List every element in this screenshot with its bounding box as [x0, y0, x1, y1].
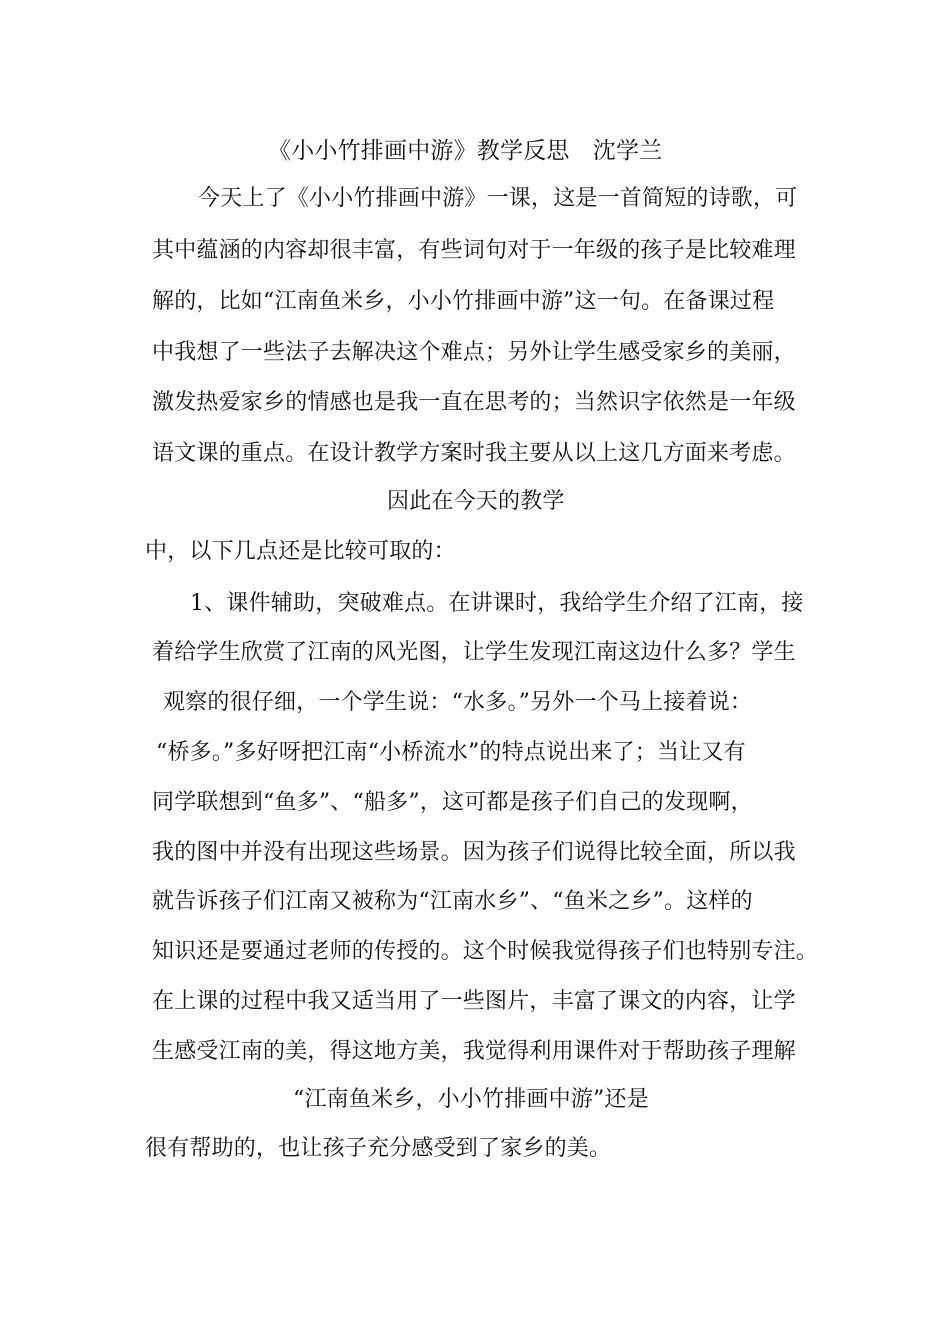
text-line: 语文课的重点。在设计教学方案时我主要从以上这几方面来考虑。	[152, 441, 796, 466]
text-line: 就告诉孩子们江南又被称为“江南水乡”、“鱼米之乡”。这样的	[152, 889, 753, 914]
text-line: 知识还是要通过老师的传授的。这个时候我觉得孩子们也特别专注。	[152, 939, 819, 964]
document-title: 《小小竹排画中游》教学反思 沈学兰	[268, 138, 663, 164]
text-line: 解的，比如“江南鱼米乡，小小竹排画中游”这一句。在备课过程	[152, 289, 775, 314]
text-line: 今天上了《小小竹排画中游》一课，这是一首简短的诗歌，可	[198, 186, 798, 211]
text-line: 着给学生欣赏了江南的风光图，让学生发现江南这边什么多？学生	[152, 640, 796, 665]
text-line: “桥多。”多好呀把江南“小桥流水”的特点说出来了；当让又有	[156, 740, 746, 765]
text-line: “江南鱼米乡，小小竹排画中游”还是	[293, 1087, 649, 1112]
text-line: 很有帮助的，也让孩子充分感受到了家乡的美。	[145, 1136, 612, 1161]
text-line: 中，以下几点还是比较可取的：	[145, 539, 456, 564]
text-line: 中我想了一些法子去解决这个难点；另外让学生感受家乡的美丽，	[152, 340, 796, 365]
text-line: 因此在今天的教学	[387, 489, 565, 514]
text-line: 同学联想到“鱼多”、“船多”，这可都是孩子们自己的发现啊，	[152, 790, 753, 815]
text-line: 在上课的过程中我又适当用了一些图片，丰富了课文的内容，让学	[152, 989, 796, 1014]
text-line: 观察的很仔细，一个学生说：“水多。”另外一个马上接着说：	[163, 690, 753, 715]
text-line: 生感受江南的美，得这地方美，我觉得利用课件对于帮助孩子理解	[152, 1039, 796, 1064]
text-line: 其中蕴涵的内容却很丰富，有些词句对于一年级的孩子是比较难理	[152, 238, 796, 263]
text-line: 我的图中并没有出现这些场景。因为孩子们说得比较全面，所以我	[152, 840, 796, 865]
text-line: 激发热爱家乡的情感也是我一直在思考的；当然识字依然是一年级	[152, 390, 796, 415]
text-line: 1、课件辅助，突破难点。在讲课时，我给学生介绍了江南，接	[190, 591, 804, 616]
